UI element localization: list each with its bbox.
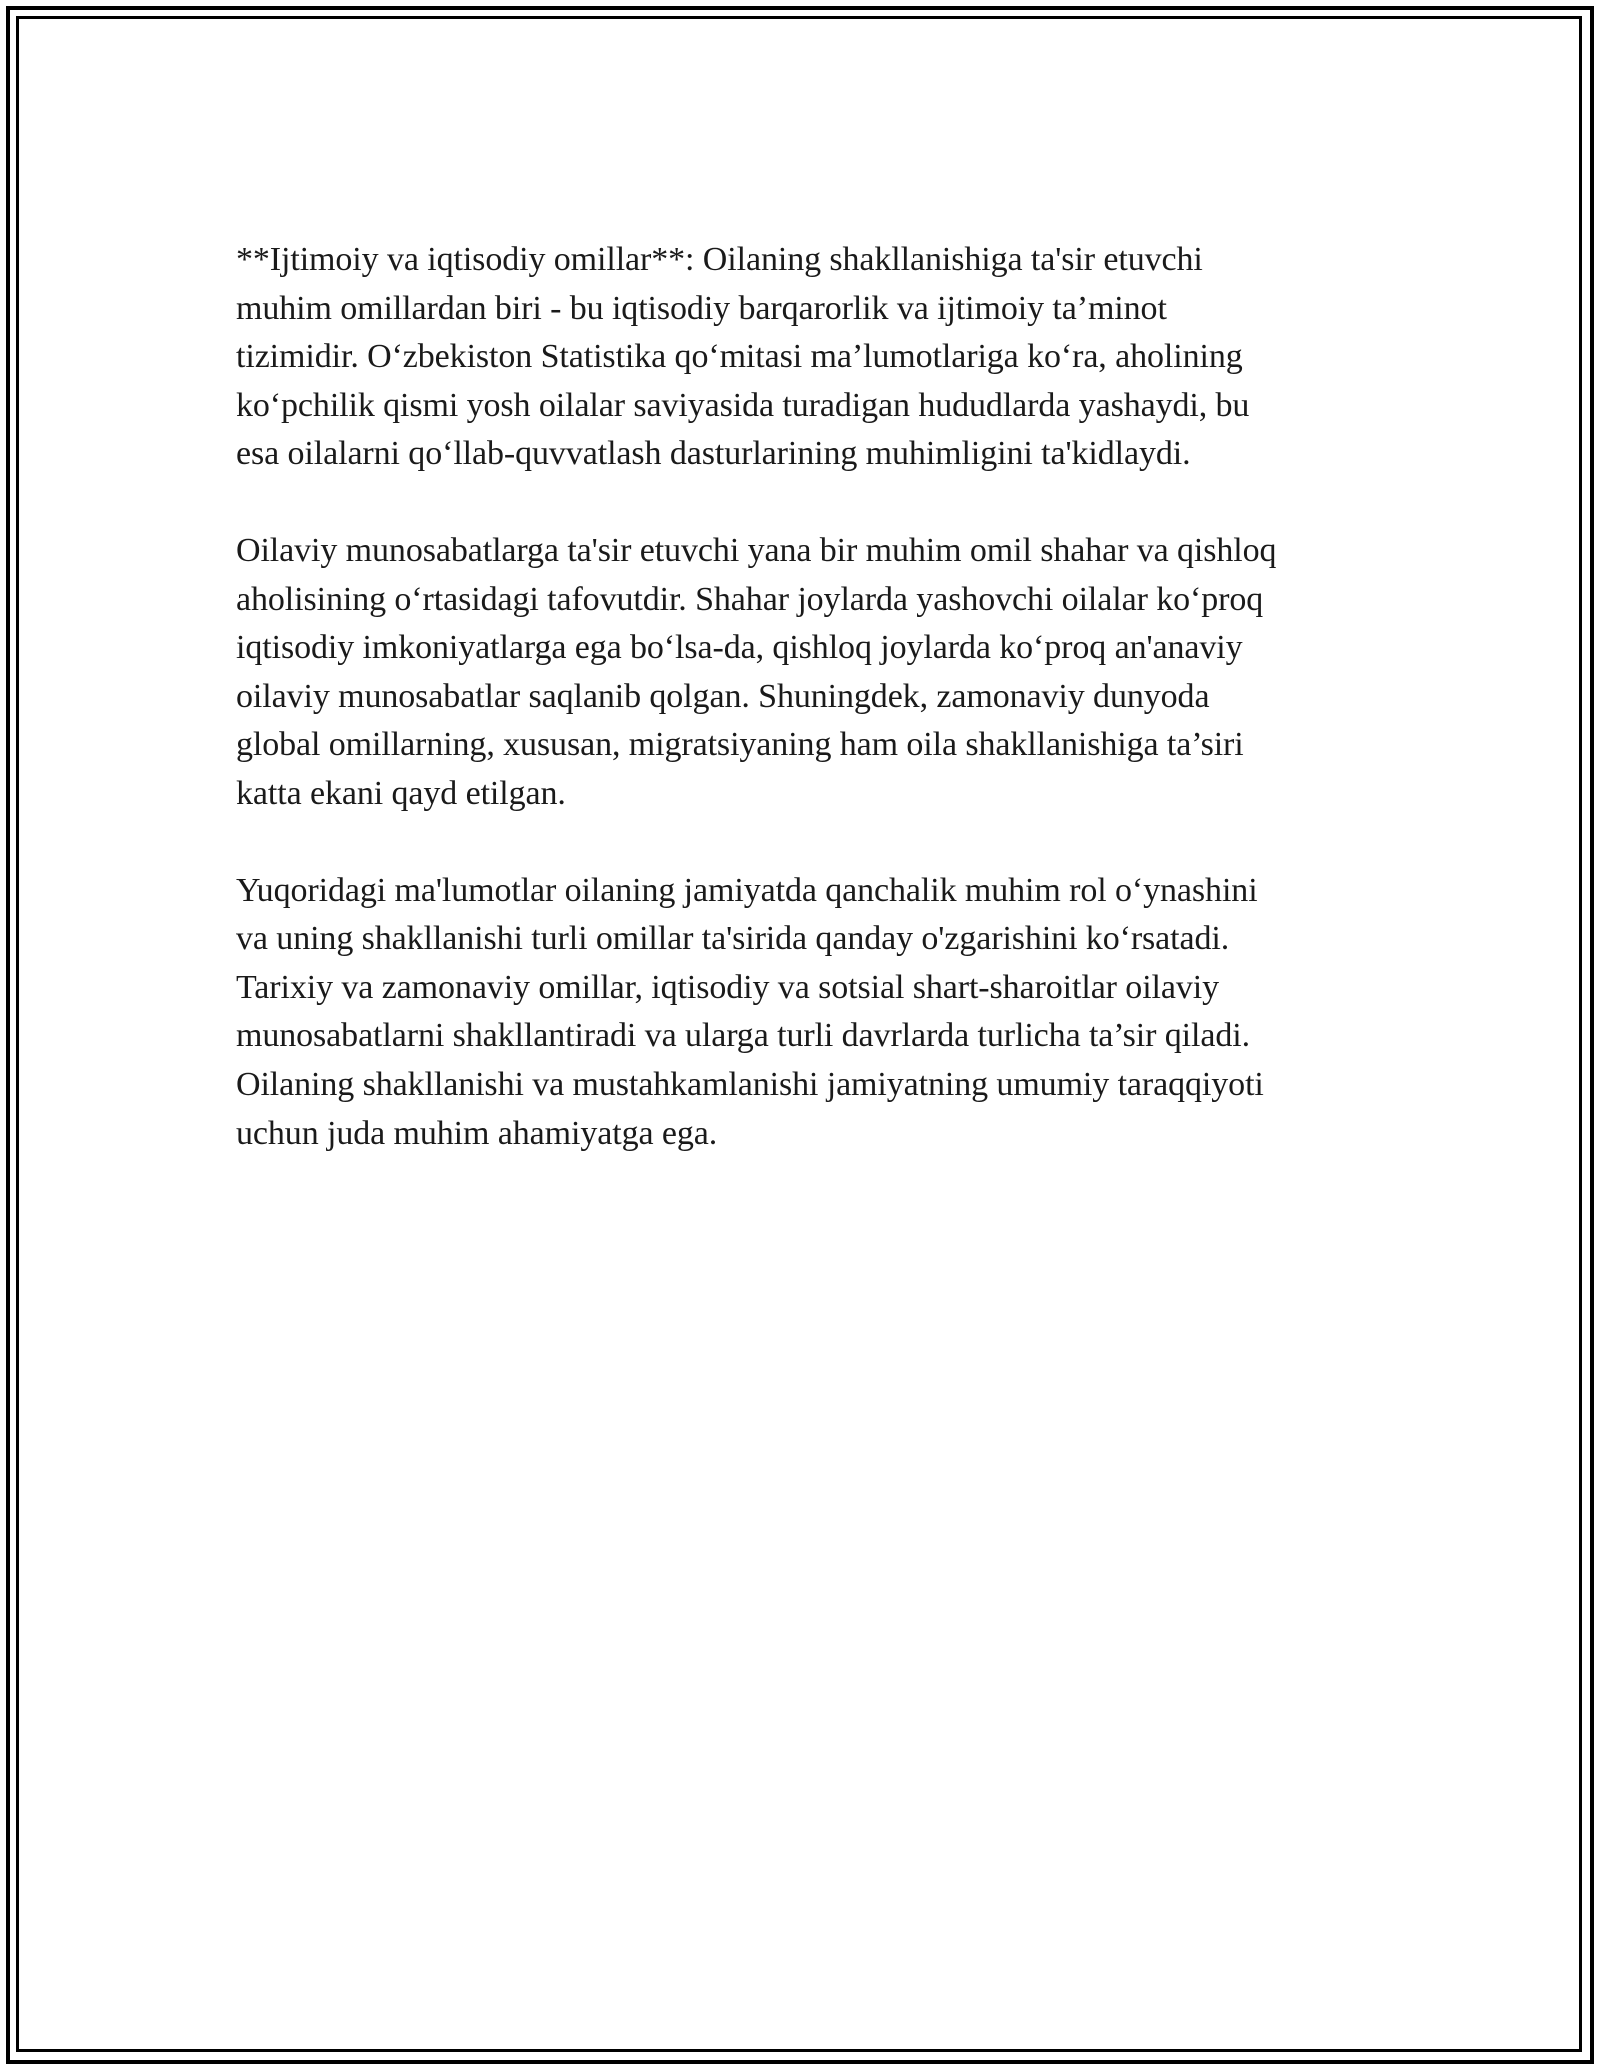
text-line: global omillarning, xususan, migratsiyaning ham oila shakllanishiga ta’siri bbox=[236, 726, 1244, 764]
text-line: aholisining o‘rtasidagi tafovutdir. Shahar joylarda yashovchi oilalar ko‘proq bbox=[236, 580, 1264, 618]
paragraph-urban-rural-differences bbox=[236, 527, 1396, 819]
text-line: esa oilalarni qo‘llab-quvvatlash dasturlarining muhimligini ta'kidlaydi. bbox=[236, 435, 1191, 473]
text-line: iqtisodiy imkoniyatlarga ega bo‘lsa-da, qishloq joylarda ko‘proq an'anaviy bbox=[236, 629, 1243, 667]
text-line: Yuqoridagi ma'lumotlar oilaning jamiyatda qanchalik muhim rol o‘ynashini bbox=[236, 871, 1258, 909]
text-line: Tarixiy va zamonaviy omillar, iqtisodiy va sotsial shart-sharoitlar oilaviy bbox=[236, 968, 1220, 1006]
text-line: katta ekani qayd etilgan. bbox=[236, 774, 566, 812]
text-line: uchun juda muhim ahamiyatga ega. bbox=[236, 1114, 718, 1152]
text-line: **Ijtimoiy va iqtisodiy omillar**: Oilaning shakllanishiga ta'sir etuvchi bbox=[236, 241, 1203, 278]
document-body bbox=[236, 236, 1396, 1206]
text-line: muhim omillardan biri - bu iqtisodiy barqarorlik va ijtimoiy ta’minot bbox=[236, 289, 1167, 327]
text-line: ko‘pchilik qismi yosh oilalar saviyasida turadigan hududlarda yashaydi, bu bbox=[236, 386, 1250, 424]
paragraph-conclusion bbox=[236, 867, 1396, 1159]
text-line: munosabatlarni shakllantiradi va ularga turli davrlarda turlicha ta’sir qiladi. bbox=[236, 1017, 1250, 1055]
text-line: Oilaviy munosabatlarga ta'sir etuvchi yana bir muhim omil shahar va qishloq bbox=[236, 531, 1277, 569]
text-line: va uning shakllanishi turli omillar ta'sirida qanday o'zgarishini ko‘rsatadi. bbox=[236, 920, 1230, 958]
text-line: oilaviy munosabatlar saqlanib qolgan. Shuningdek, zamonaviy dunyoda bbox=[236, 677, 1210, 715]
text-line: Oilaning shakllanishi va mustahkamlanishi jamiyatning umumiy taraqqiyoti bbox=[236, 1065, 1264, 1103]
text-line: tizimidir. O‘zbekiston Statistika qo‘mitasi ma’lumotlariga ko‘ra, aholining bbox=[236, 338, 1243, 376]
paragraph-socio-economic-factors bbox=[236, 236, 1396, 479]
